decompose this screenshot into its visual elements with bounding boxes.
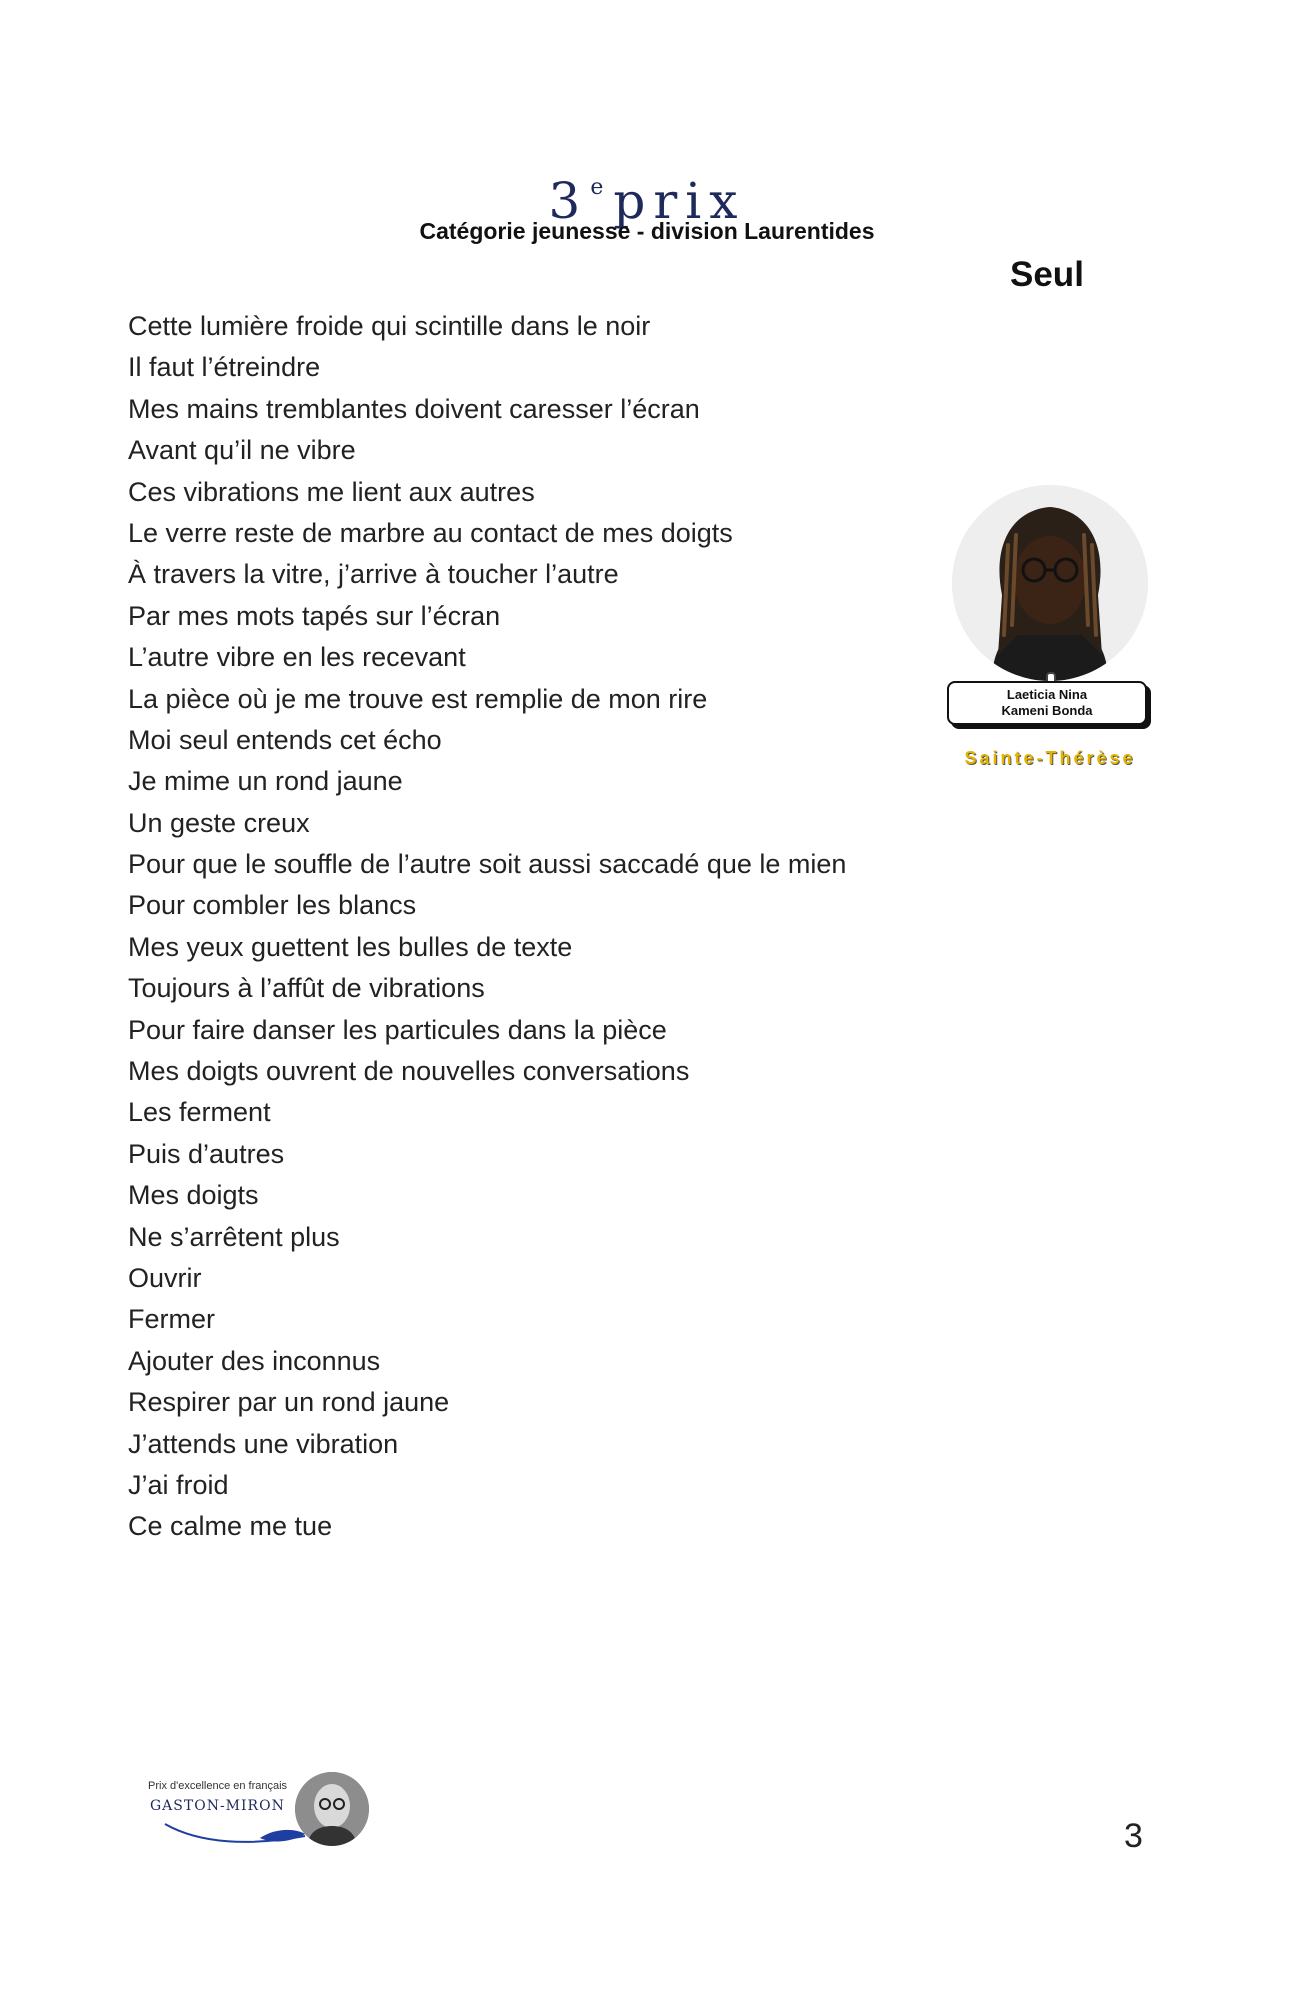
poem-line: Mes doigts ouvrent de nouvelles conversations [128, 1056, 690, 1087]
poem-line: La pièce où je me trouve est remplie de mon rire [128, 683, 708, 714]
poem-line: Ces vibrations me lient aux autres [128, 476, 535, 507]
poem-line: L’autre vibre en les recevant [128, 642, 466, 673]
poem-line: Cette lumière froide qui scintille dans le noir [128, 311, 651, 341]
poem-line: Puis d’autres [128, 1138, 285, 1169]
poem-line: Je mime un rond jaune [128, 766, 403, 797]
poem-line: Ouvrir [128, 1262, 202, 1293]
poem-line: J’ai froid [128, 1469, 229, 1500]
author-photo [952, 485, 1148, 681]
author-name-card [947, 681, 1147, 725]
logo-text-line2: GASTON-MIRON [150, 1798, 285, 1814]
poem-line: Un geste creux [128, 807, 310, 838]
poem-line: Respirer par un rond jaune [128, 1387, 450, 1418]
author-name-line2: Kameni Bonda [1001, 703, 1093, 718]
poem-title: Seul [1010, 255, 1084, 294]
portrait-icon [295, 1772, 369, 1846]
prize-word: prix [613, 172, 746, 230]
author-location: Sainte-Thérèse [964, 748, 1136, 768]
poem-line: Les ferment [128, 1097, 271, 1128]
poem-line: Pour combler les blancs [128, 890, 417, 921]
poem-line: Toujours à l’affût de vibrations [128, 973, 485, 1004]
poem-line: Ajouter des inconnus [128, 1345, 381, 1376]
poem-line: Mes mains tremblantes doivent caresser l’écran [128, 393, 700, 424]
poem-line: Mes doigts [128, 1180, 259, 1211]
page-number: 3 [1124, 1817, 1143, 1855]
poem-line: Moi seul entends cet écho [128, 724, 442, 755]
poem-line: Fermer [128, 1304, 215, 1335]
author-name-line1: Laeticia Nina [1006, 687, 1088, 702]
poem-body [128, 306, 846, 1548]
prize-superscript: e [590, 175, 604, 200]
category-subtitle: Catégorie jeunesse - division Laurentides [419, 218, 875, 244]
poem-line: Ne s’arrêtent plus [128, 1221, 340, 1252]
poem-line: Ce calme me tue [128, 1511, 333, 1542]
poem-line: J’attends une vibration [128, 1428, 399, 1459]
poem-line: À travers la vitre, j’arrive à toucher l’autre [128, 559, 619, 590]
logo-text-line1: Prix d'excellence en français [148, 1780, 288, 1792]
logo-portrait [295, 1772, 369, 1846]
quill-pen-icon [160, 1814, 310, 1854]
author-portrait-icon [952, 485, 1148, 681]
gaston-miron-logo [140, 1762, 380, 1852]
poem-line: Le verre reste de marbre au contact de mes doigts [128, 517, 733, 548]
poem-line: Par mes mots tapés sur l’écran [128, 600, 501, 631]
poem-line: Avant qu’il ne vibre [128, 435, 356, 466]
poem-line: Pour que le souffle de l’autre soit aussi saccadé que le mien [128, 849, 847, 880]
poem-line: Il faut l’étreindre [128, 352, 321, 383]
poem-line: Mes yeux guettent les bulles de texte [128, 931, 573, 962]
prize-number: 3 [548, 172, 589, 230]
poem-line: Pour faire danser les particules dans la pièce [128, 1014, 667, 1045]
